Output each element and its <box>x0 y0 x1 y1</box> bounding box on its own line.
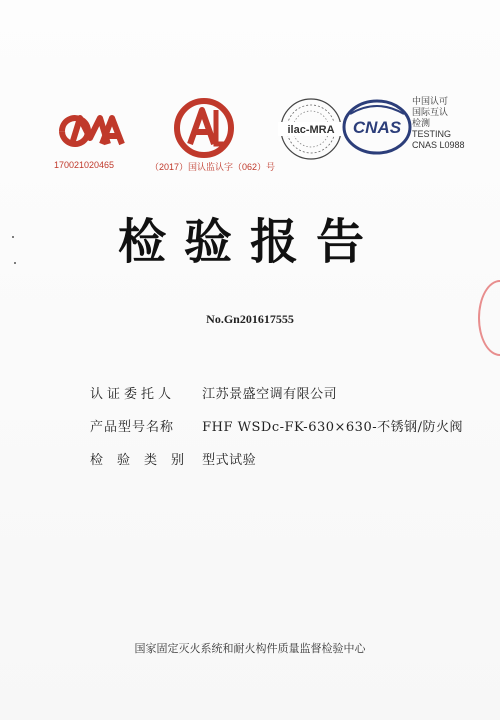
field-value: FHF WSDc-FK-630×630-不锈钢/防火阀 <box>202 420 463 435</box>
cal-code: （2017）国认监认字（062）号 <box>150 162 276 172</box>
ilac-mra-logo <box>278 96 344 162</box>
cnas-info <box>412 96 465 151</box>
cnas-line: CNAS L0988 <box>412 140 465 150</box>
cnas-line: 中国认可 <box>412 96 449 106</box>
field-label: 检验类别 <box>90 453 199 468</box>
field-category <box>90 449 256 468</box>
field-client <box>90 383 337 402</box>
svg-text:ilac-MRA: ilac-MRA <box>287 124 335 136</box>
cnas-line: 国际互认 <box>412 107 449 117</box>
cnas-line: 检测 <box>412 118 431 128</box>
field-value: 型式试验 <box>202 453 257 468</box>
issuer-name: 国家固定灭火系统和耐火构件质量监督检验中心 <box>134 642 366 655</box>
cnas-logo-icon <box>342 98 412 156</box>
cnas-logo <box>342 98 412 156</box>
report-title: 检验报告 <box>117 214 382 270</box>
cma-logo-icon <box>52 108 128 154</box>
ilac-mra-logo-icon <box>278 96 344 162</box>
svg-text:CNAS: CNAS <box>352 118 402 137</box>
seal-stamp-icon <box>478 280 500 356</box>
scan-speck <box>12 236 14 238</box>
field-label: 产品型号名称 <box>90 420 175 435</box>
cal-logo <box>172 96 236 160</box>
cma-logo <box>52 108 128 154</box>
field-label: 认证委托人 <box>90 387 176 402</box>
report-number: No.Gn201617555 <box>206 312 294 326</box>
field-product <box>90 416 463 435</box>
cnas-line: TESTING <box>412 129 452 139</box>
scan-speck <box>14 262 16 264</box>
cal-logo-icon <box>172 96 236 160</box>
cma-code: 170021020465 <box>54 160 115 170</box>
field-value: 江苏景盛空调有限公司 <box>202 387 338 402</box>
